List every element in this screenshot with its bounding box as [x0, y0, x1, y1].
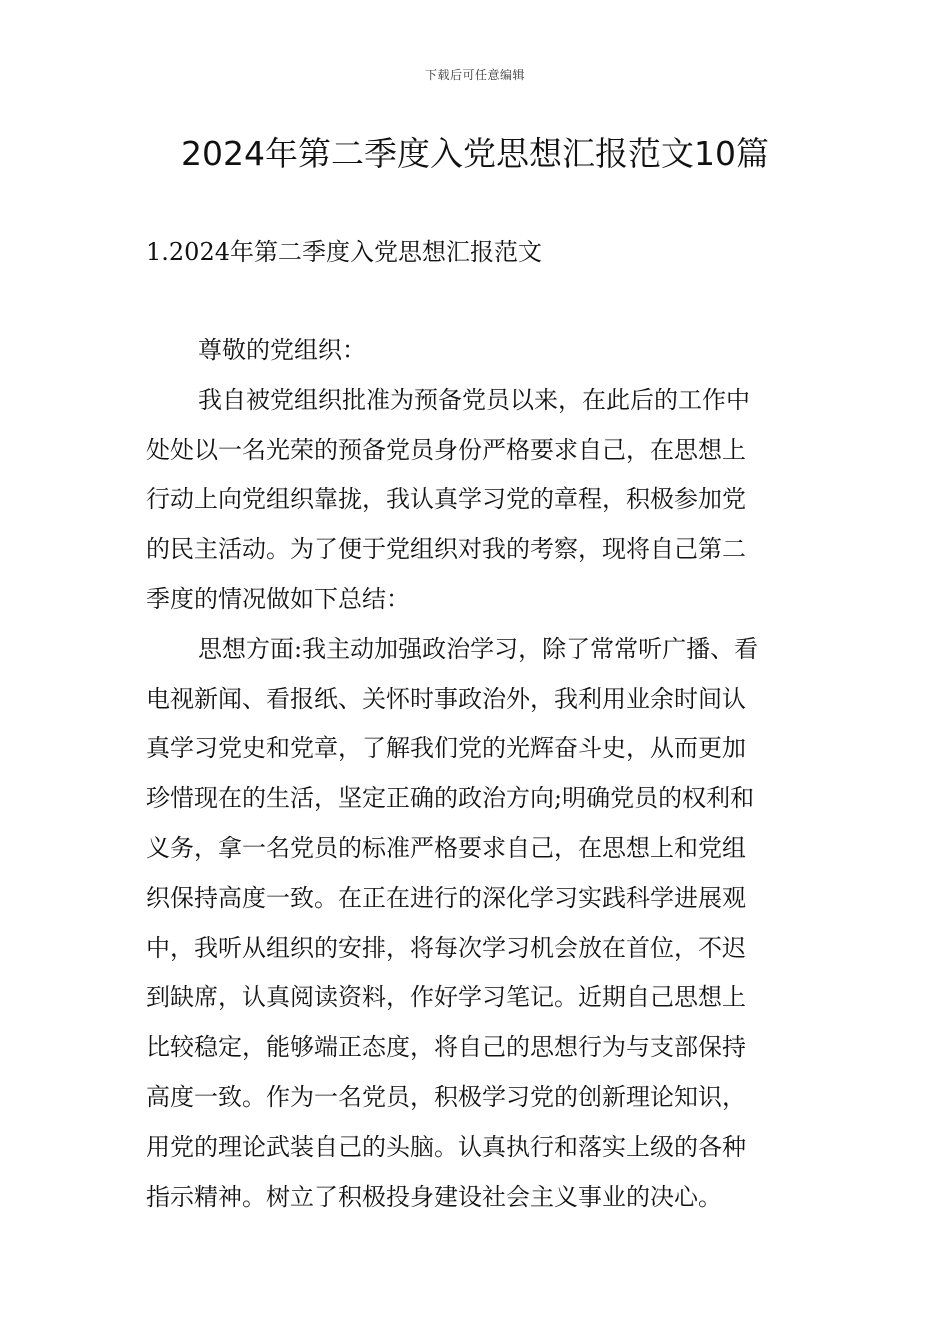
- paragraph-line: 用党的理论武装自己的头脑。认真执行和落实上级的各种: [146, 1132, 746, 1161]
- paragraph-line: 到缺席，认真阅读资料，作好学习笔记。近期自己思想上: [146, 983, 746, 1012]
- document-title: 2024年第二季度入党思想汇报范文10篇: [181, 134, 769, 173]
- paragraph-line: 高度一致。作为一名党员，积极学习党的创新理论知识，: [146, 1082, 746, 1111]
- paragraph-line: 处处以一名光荣的预备党员身份严格要求自己，在思想上: [146, 435, 746, 464]
- paragraph-line: 织保持高度一致。在正在进行的深化学习实践科学进展观: [146, 883, 746, 912]
- body-text: [146, 326, 816, 1222]
- paragraph-line: 中，我听从组织的安排，将每次学习机会放在首位，不迟: [146, 933, 746, 962]
- paragraph-line: 的民主活动。为了便于党组织对我的考察，现将自己第二: [146, 535, 746, 564]
- paragraph-line: 思想方面:我主动加强政治学习，除了常常听广播、看: [198, 634, 759, 663]
- header-note: 下载后可任意编辑: [424, 68, 525, 82]
- paragraph-line: 电视新闻、看报纸、关怀时事政治外，我利用业余时间认: [146, 684, 746, 713]
- paragraph-line: 义务，拿一名党员的标准严格要求自己，在思想上和党组: [146, 833, 746, 862]
- section-heading: 1.2024年第二季度入党思想汇报范文: [146, 238, 542, 266]
- salutation: 尊敬的党组织：: [198, 336, 366, 364]
- paragraph-line: 指示精神。树立了积极投身建设社会主义事业的决心。: [146, 1182, 722, 1211]
- paragraph-line: 真学习党史和党章，了解我们党的光辉奋斗史，从而更加: [146, 734, 746, 763]
- paragraph-line: 珍惜现在的生活，坚定正确的政治方向;明确党员的权利和: [146, 784, 755, 813]
- paragraph-line: 我自被党组织批准为预备党员以来，在此后的工作中: [198, 385, 750, 414]
- paragraph-line: 季度的情况做如下总结：: [146, 584, 410, 613]
- paragraph-line: 比较稳定，能够端正态度，将自己的思想行为与支部保持: [146, 1033, 746, 1062]
- paragraph-line: 行动上向党组织靠拢，我认真学习党的章程，积极参加党: [146, 485, 746, 514]
